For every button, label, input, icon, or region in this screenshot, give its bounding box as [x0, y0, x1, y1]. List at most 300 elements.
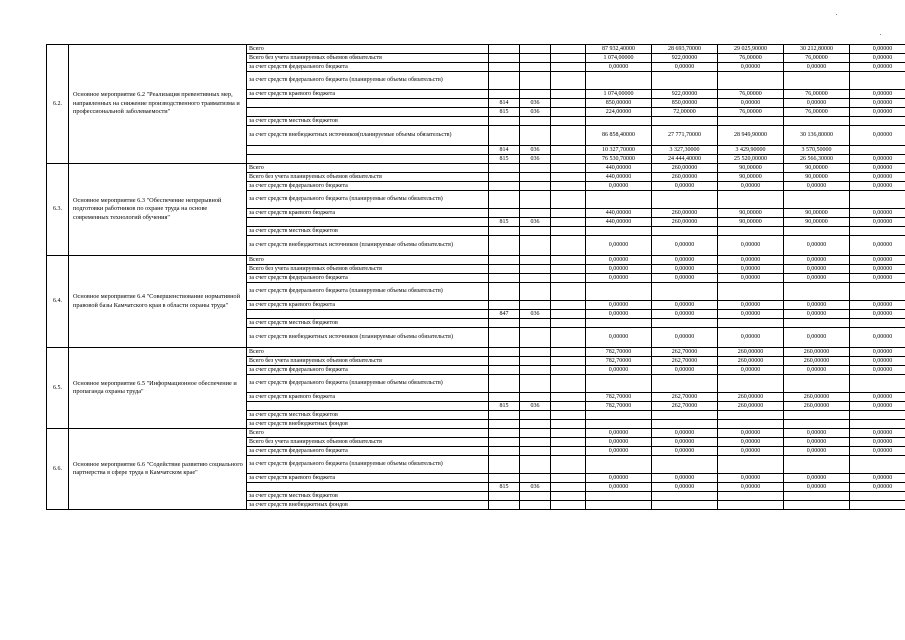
amount-cell: 782,70000	[586, 393, 652, 402]
section-code: 036	[520, 402, 551, 411]
amount-cell: 0,00000	[850, 310, 905, 319]
amount-cell	[586, 501, 652, 510]
amount-cell: 0,00000	[718, 99, 784, 108]
section-code: 036	[520, 99, 551, 108]
amount-cell	[586, 456, 652, 474]
amount-cell: 0,00000	[652, 483, 718, 492]
funding-source-label: за счет средств федерального бюджета (планируемые объемы обязательств)	[247, 456, 489, 474]
empty-cell	[551, 108, 586, 117]
amount-cell: 0,00000	[718, 474, 784, 483]
amount-cell	[718, 411, 784, 420]
amount-cell: 260,00000	[784, 357, 850, 366]
amount-cell: 76,00000	[718, 54, 784, 63]
admin-code	[489, 375, 520, 393]
section-code: 036	[520, 483, 551, 492]
section-code	[520, 90, 551, 99]
funding-source-label: Всего	[247, 256, 489, 265]
admin-code	[489, 265, 520, 274]
admin-code	[489, 227, 520, 236]
amount-cell: 224,00000	[586, 108, 652, 117]
amount-cell: 260,00000	[718, 402, 784, 411]
admin-code	[489, 501, 520, 510]
amount-cell	[784, 456, 850, 474]
amount-cell	[784, 411, 850, 420]
amount-cell: 0,00000	[718, 256, 784, 265]
amount-cell: 0,00000	[586, 256, 652, 265]
amount-cell: 260,00000	[718, 357, 784, 366]
admin-code	[489, 283, 520, 301]
empty-cell	[551, 301, 586, 310]
amount-cell: 1 074,00000	[586, 54, 652, 63]
amount-cell: 90,00000	[718, 164, 784, 173]
amount-cell: 0,00000	[850, 265, 905, 274]
section-code	[520, 438, 551, 447]
amount-cell	[586, 72, 652, 90]
section-code	[520, 348, 551, 357]
empty-cell	[551, 182, 586, 191]
admin-code	[489, 366, 520, 375]
empty-cell	[551, 274, 586, 283]
amount-cell: 260,00000	[652, 164, 718, 173]
table-row	[47, 429, 905, 438]
funding-source-label: Всего без учета планируемых объемов обязательств	[247, 438, 489, 447]
empty-cell	[551, 117, 586, 126]
funding-source-label: Всего	[247, 348, 489, 357]
admin-code	[489, 438, 520, 447]
amount-cell: 28 949,90000	[718, 126, 784, 146]
amount-cell: 0,00000	[850, 393, 905, 402]
amount-cell	[784, 117, 850, 126]
amount-cell: 260,00000	[718, 393, 784, 402]
amount-cell: 0,00000	[784, 429, 850, 438]
funding-source-label	[247, 402, 489, 411]
funding-source-label: за счет средств краевого бюджета	[247, 209, 489, 218]
section-code	[520, 301, 551, 310]
empty-cell	[551, 474, 586, 483]
funding-source-label	[247, 108, 489, 117]
admin-code	[489, 191, 520, 209]
amount-cell: 76 530,70000	[586, 155, 652, 164]
section-code	[520, 375, 551, 393]
section-index: 6.6.	[47, 429, 69, 510]
section-index: 6.4.	[47, 256, 69, 348]
section-code: 036	[520, 310, 551, 319]
funding-source-label: Всего без учета планируемых объемов обязательств	[247, 173, 489, 182]
admin-code	[489, 301, 520, 310]
amount-cell	[652, 319, 718, 328]
amount-cell: 0,00000	[850, 209, 905, 218]
amount-cell: 262,70000	[652, 357, 718, 366]
empty-cell	[551, 191, 586, 209]
funding-source-label: за счет средств федерального бюджета (планируемые объемы обязательств)	[247, 72, 489, 90]
section-code: 036	[520, 218, 551, 227]
amount-cell: 0,00000	[850, 447, 905, 456]
section-code	[520, 456, 551, 474]
amount-cell: 0,00000	[652, 438, 718, 447]
amount-cell: 0,00000	[850, 402, 905, 411]
amount-cell: 3 327,30000	[652, 146, 718, 155]
amount-cell: 76,00000	[718, 108, 784, 117]
section-index: 6.5.	[47, 348, 69, 429]
section-code	[520, 393, 551, 402]
section-code	[520, 501, 551, 510]
admin-code	[489, 429, 520, 438]
empty-cell	[551, 348, 586, 357]
empty-cell	[551, 90, 586, 99]
amount-cell	[718, 375, 784, 393]
amount-cell: 0,00000	[586, 447, 652, 456]
amount-cell: 0,00000	[652, 429, 718, 438]
admin-code: 815	[489, 218, 520, 227]
amount-cell	[718, 420, 784, 429]
amount-cell: 0,00000	[718, 310, 784, 319]
admin-code	[489, 209, 520, 218]
amount-cell	[850, 117, 905, 126]
empty-cell	[551, 218, 586, 227]
empty-cell	[551, 319, 586, 328]
admin-code	[489, 164, 520, 173]
empty-cell	[551, 209, 586, 218]
amount-cell: 0,00000	[784, 274, 850, 283]
amount-cell: 0,00000	[718, 236, 784, 256]
amount-cell: 0,00000	[652, 447, 718, 456]
section-title: Основное мероприятие 6.4 "Совершенствование нормативной правовой базы Камчатского края в области охраны труда"	[69, 256, 247, 348]
amount-cell	[652, 227, 718, 236]
admin-code: 815	[489, 155, 520, 164]
amount-cell: 90,00000	[718, 173, 784, 182]
amount-cell: 76,00000	[784, 54, 850, 63]
amount-cell	[784, 191, 850, 209]
amount-cell	[652, 191, 718, 209]
empty-cell	[551, 310, 586, 319]
amount-cell: 0,00000	[850, 90, 905, 99]
amount-cell: 87 932,40000	[586, 45, 652, 54]
admin-code: 815	[489, 483, 520, 492]
empty-cell	[551, 393, 586, 402]
amount-cell: 0,00000	[652, 328, 718, 348]
empty-cell	[551, 438, 586, 447]
amount-cell	[718, 456, 784, 474]
amount-cell: 0,00000	[850, 366, 905, 375]
empty-cell	[551, 501, 586, 510]
admin-code	[489, 72, 520, 90]
amount-cell: 0,00000	[718, 265, 784, 274]
funding-source-label: за счет средств федерального бюджета	[247, 63, 489, 72]
amount-cell: 782,70000	[586, 402, 652, 411]
table-row	[47, 256, 905, 265]
amount-cell	[586, 117, 652, 126]
section-code	[520, 411, 551, 420]
section-code	[520, 447, 551, 456]
amount-cell: 0,00000	[850, 483, 905, 492]
amount-cell: 262,70000	[652, 393, 718, 402]
amount-cell: 0,00000	[586, 438, 652, 447]
funding-source-label	[247, 483, 489, 492]
section-code	[520, 357, 551, 366]
amount-cell	[784, 72, 850, 90]
amount-cell: 260,00000	[652, 209, 718, 218]
amount-cell: 0,00000	[652, 301, 718, 310]
amount-cell	[652, 411, 718, 420]
amount-cell	[586, 191, 652, 209]
amount-cell: 260,00000	[784, 393, 850, 402]
admin-code	[489, 90, 520, 99]
amount-cell	[784, 501, 850, 510]
amount-cell: 0,00000	[784, 438, 850, 447]
admin-code	[489, 126, 520, 146]
amount-cell: 3 429,90000	[718, 146, 784, 155]
amount-cell	[586, 411, 652, 420]
amount-cell	[850, 72, 905, 90]
empty-cell	[551, 492, 586, 501]
admin-code: 847	[489, 310, 520, 319]
amount-cell	[784, 319, 850, 328]
amount-cell: 0,00000	[652, 310, 718, 319]
section-code	[520, 209, 551, 218]
admin-code	[489, 411, 520, 420]
funding-source-label: за счет средств федерального бюджета	[247, 447, 489, 456]
amount-cell: 0,00000	[718, 63, 784, 72]
amount-cell	[850, 227, 905, 236]
amount-cell: 0,00000	[586, 265, 652, 274]
section-code	[520, 117, 551, 126]
amount-cell: 0,00000	[586, 182, 652, 191]
amount-cell: 0,00000	[784, 474, 850, 483]
amount-cell: 0,00000	[718, 182, 784, 191]
amount-cell: 922,00000	[652, 54, 718, 63]
funding-source-label: Всего	[247, 164, 489, 173]
empty-cell	[551, 155, 586, 164]
amount-cell: 0,00000	[850, 474, 905, 483]
amount-cell: 29 025,90000	[718, 45, 784, 54]
admin-code	[489, 319, 520, 328]
admin-code	[489, 236, 520, 256]
amount-cell: 25 520,00000	[718, 155, 784, 164]
amount-cell: 0,00000	[850, 108, 905, 117]
amount-cell: 0,00000	[850, 274, 905, 283]
admin-code: 815	[489, 108, 520, 117]
amount-cell	[784, 227, 850, 236]
amount-cell: 0,00000	[652, 474, 718, 483]
amount-cell: 0,00000	[850, 348, 905, 357]
funding-source-label: за счет средств краевого бюджета	[247, 393, 489, 402]
section-code	[520, 474, 551, 483]
amount-cell: 0,00000	[850, 236, 905, 256]
section-code: 036	[520, 155, 551, 164]
amount-cell: 0,00000	[850, 301, 905, 310]
amount-cell: 0,00000	[850, 429, 905, 438]
amount-cell: 76,00000	[718, 90, 784, 99]
admin-code	[489, 182, 520, 191]
section-code	[520, 54, 551, 63]
empty-cell	[551, 256, 586, 265]
amount-cell	[784, 420, 850, 429]
amount-cell	[652, 456, 718, 474]
amount-cell: 1 074,00000	[586, 90, 652, 99]
amount-cell: 90,00000	[718, 209, 784, 218]
empty-cell	[551, 402, 586, 411]
amount-cell: 26 566,30000	[784, 155, 850, 164]
amount-cell: 0,00000	[652, 63, 718, 72]
empty-cell	[551, 126, 586, 146]
amount-cell: 0,00000	[586, 274, 652, 283]
empty-cell	[551, 227, 586, 236]
amount-cell: 0,00000	[586, 483, 652, 492]
funding-source-label: за счет средств федерального бюджета	[247, 366, 489, 375]
amount-cell: 0,00000	[586, 301, 652, 310]
amount-cell: 90,00000	[784, 164, 850, 173]
funding-source-label: за счет средств местных бюджетов	[247, 492, 489, 501]
amount-cell: 0,00000	[652, 256, 718, 265]
funding-source-label	[247, 146, 489, 155]
amount-cell	[850, 375, 905, 393]
amount-cell: 0,00000	[784, 301, 850, 310]
section-code	[520, 126, 551, 146]
amount-cell: 0,00000	[718, 274, 784, 283]
funding-source-label: за счет средств федерального бюджета	[247, 274, 489, 283]
amount-cell: 0,00000	[850, 99, 905, 108]
amount-cell: 0,00000	[586, 63, 652, 72]
admin-code	[489, 256, 520, 265]
amount-cell	[718, 319, 784, 328]
amount-cell: 0,00000	[586, 310, 652, 319]
amount-cell: 262,70000	[652, 402, 718, 411]
amount-cell: 0,00000	[718, 301, 784, 310]
section-code	[520, 236, 551, 256]
section-code	[520, 63, 551, 72]
amount-cell: 440,00000	[586, 173, 652, 182]
amount-cell: 90,00000	[784, 173, 850, 182]
funding-source-label	[247, 218, 489, 227]
funding-source-label: за счет средств внебюджетных источников(планируемые объемы обязательств)	[247, 126, 489, 146]
empty-cell	[551, 173, 586, 182]
amount-cell: 0,00000	[652, 265, 718, 274]
empty-cell	[551, 420, 586, 429]
funding-source-label: за счет средств внебюджетных источников (планируемые объемы обязательств)	[247, 236, 489, 256]
amount-cell	[718, 501, 784, 510]
section-code	[520, 227, 551, 236]
amount-cell: 440,00000	[586, 218, 652, 227]
admin-code	[489, 474, 520, 483]
funding-source-label: Всего без учета планируемых объемов обязательств	[247, 265, 489, 274]
amount-cell: 0,00000	[586, 328, 652, 348]
amount-cell	[586, 375, 652, 393]
empty-cell	[551, 429, 586, 438]
section-code	[520, 72, 551, 90]
amount-cell	[586, 420, 652, 429]
empty-cell	[551, 146, 586, 155]
amount-cell: 0,00000	[850, 173, 905, 182]
amount-cell: 260,00000	[652, 218, 718, 227]
amount-cell	[652, 375, 718, 393]
section-code	[520, 164, 551, 173]
admin-code	[489, 420, 520, 429]
amount-cell	[784, 375, 850, 393]
amount-cell: 0,00000	[850, 54, 905, 63]
empty-cell	[551, 45, 586, 54]
admin-code	[489, 357, 520, 366]
amount-cell: 0,00000	[784, 63, 850, 72]
empty-cell	[551, 366, 586, 375]
empty-cell	[551, 357, 586, 366]
amount-cell	[784, 283, 850, 301]
amount-cell: 0,00000	[718, 429, 784, 438]
section-code	[520, 319, 551, 328]
empty-cell	[551, 236, 586, 256]
empty-cell	[551, 99, 586, 108]
amount-cell	[850, 420, 905, 429]
admin-code	[489, 54, 520, 63]
amount-cell: 0,00000	[586, 236, 652, 256]
funding-source-label: за счет средств краевого бюджета	[247, 301, 489, 310]
section-code	[520, 256, 551, 265]
admin-code	[489, 45, 520, 54]
funding-source-label: за счет средств федерального бюджета	[247, 182, 489, 191]
amount-cell: 0,00000	[850, 218, 905, 227]
funding-source-label	[247, 99, 489, 108]
section-code	[520, 274, 551, 283]
empty-cell	[551, 483, 586, 492]
section-code	[520, 191, 551, 209]
amount-cell: 76,00000	[784, 90, 850, 99]
amount-cell: 27 771,70000	[652, 126, 718, 146]
amount-cell: 0,00000	[586, 429, 652, 438]
amount-cell	[586, 227, 652, 236]
amount-cell: 0,00000	[850, 63, 905, 72]
amount-cell	[784, 492, 850, 501]
funding-source-label: за счет средств федерального бюджета (планируемые объемы обязательств)	[247, 283, 489, 301]
amount-cell: 0,00000	[784, 256, 850, 265]
amount-cell: 0,00000	[652, 182, 718, 191]
amount-cell	[652, 420, 718, 429]
admin-code	[489, 274, 520, 283]
empty-cell	[551, 375, 586, 393]
amount-cell: 0,00000	[784, 99, 850, 108]
section-index: 6.2.	[47, 45, 69, 164]
amount-cell: 0,00000	[652, 366, 718, 375]
amount-cell: 0,00000	[850, 438, 905, 447]
amount-cell: 0,00000	[718, 483, 784, 492]
amount-cell	[718, 283, 784, 301]
admin-code	[489, 456, 520, 474]
amount-cell: 782,70000	[586, 348, 652, 357]
empty-cell	[551, 63, 586, 72]
amount-cell	[850, 501, 905, 510]
amount-cell	[718, 117, 784, 126]
section-index: 6.3.	[47, 164, 69, 256]
amount-cell: 0,00000	[850, 328, 905, 348]
section-code: 036	[520, 108, 551, 117]
amount-cell: 0,00000	[652, 274, 718, 283]
amount-cell: 90,00000	[784, 209, 850, 218]
admin-code	[489, 393, 520, 402]
amount-cell: 0,00000	[718, 328, 784, 348]
amount-cell: 260,00000	[718, 348, 784, 357]
section-code	[520, 182, 551, 191]
admin-code: 814	[489, 99, 520, 108]
section-code	[520, 328, 551, 348]
empty-cell	[551, 265, 586, 274]
amount-cell: 24 444,40000	[652, 155, 718, 164]
amount-cell: 76,00000	[784, 108, 850, 117]
empty-cell	[551, 456, 586, 474]
budget-table	[46, 44, 905, 510]
table-row	[47, 164, 905, 173]
amount-cell: 440,00000	[586, 209, 652, 218]
amount-cell	[850, 146, 905, 155]
amount-cell: 0,00000	[784, 366, 850, 375]
admin-code	[489, 328, 520, 348]
